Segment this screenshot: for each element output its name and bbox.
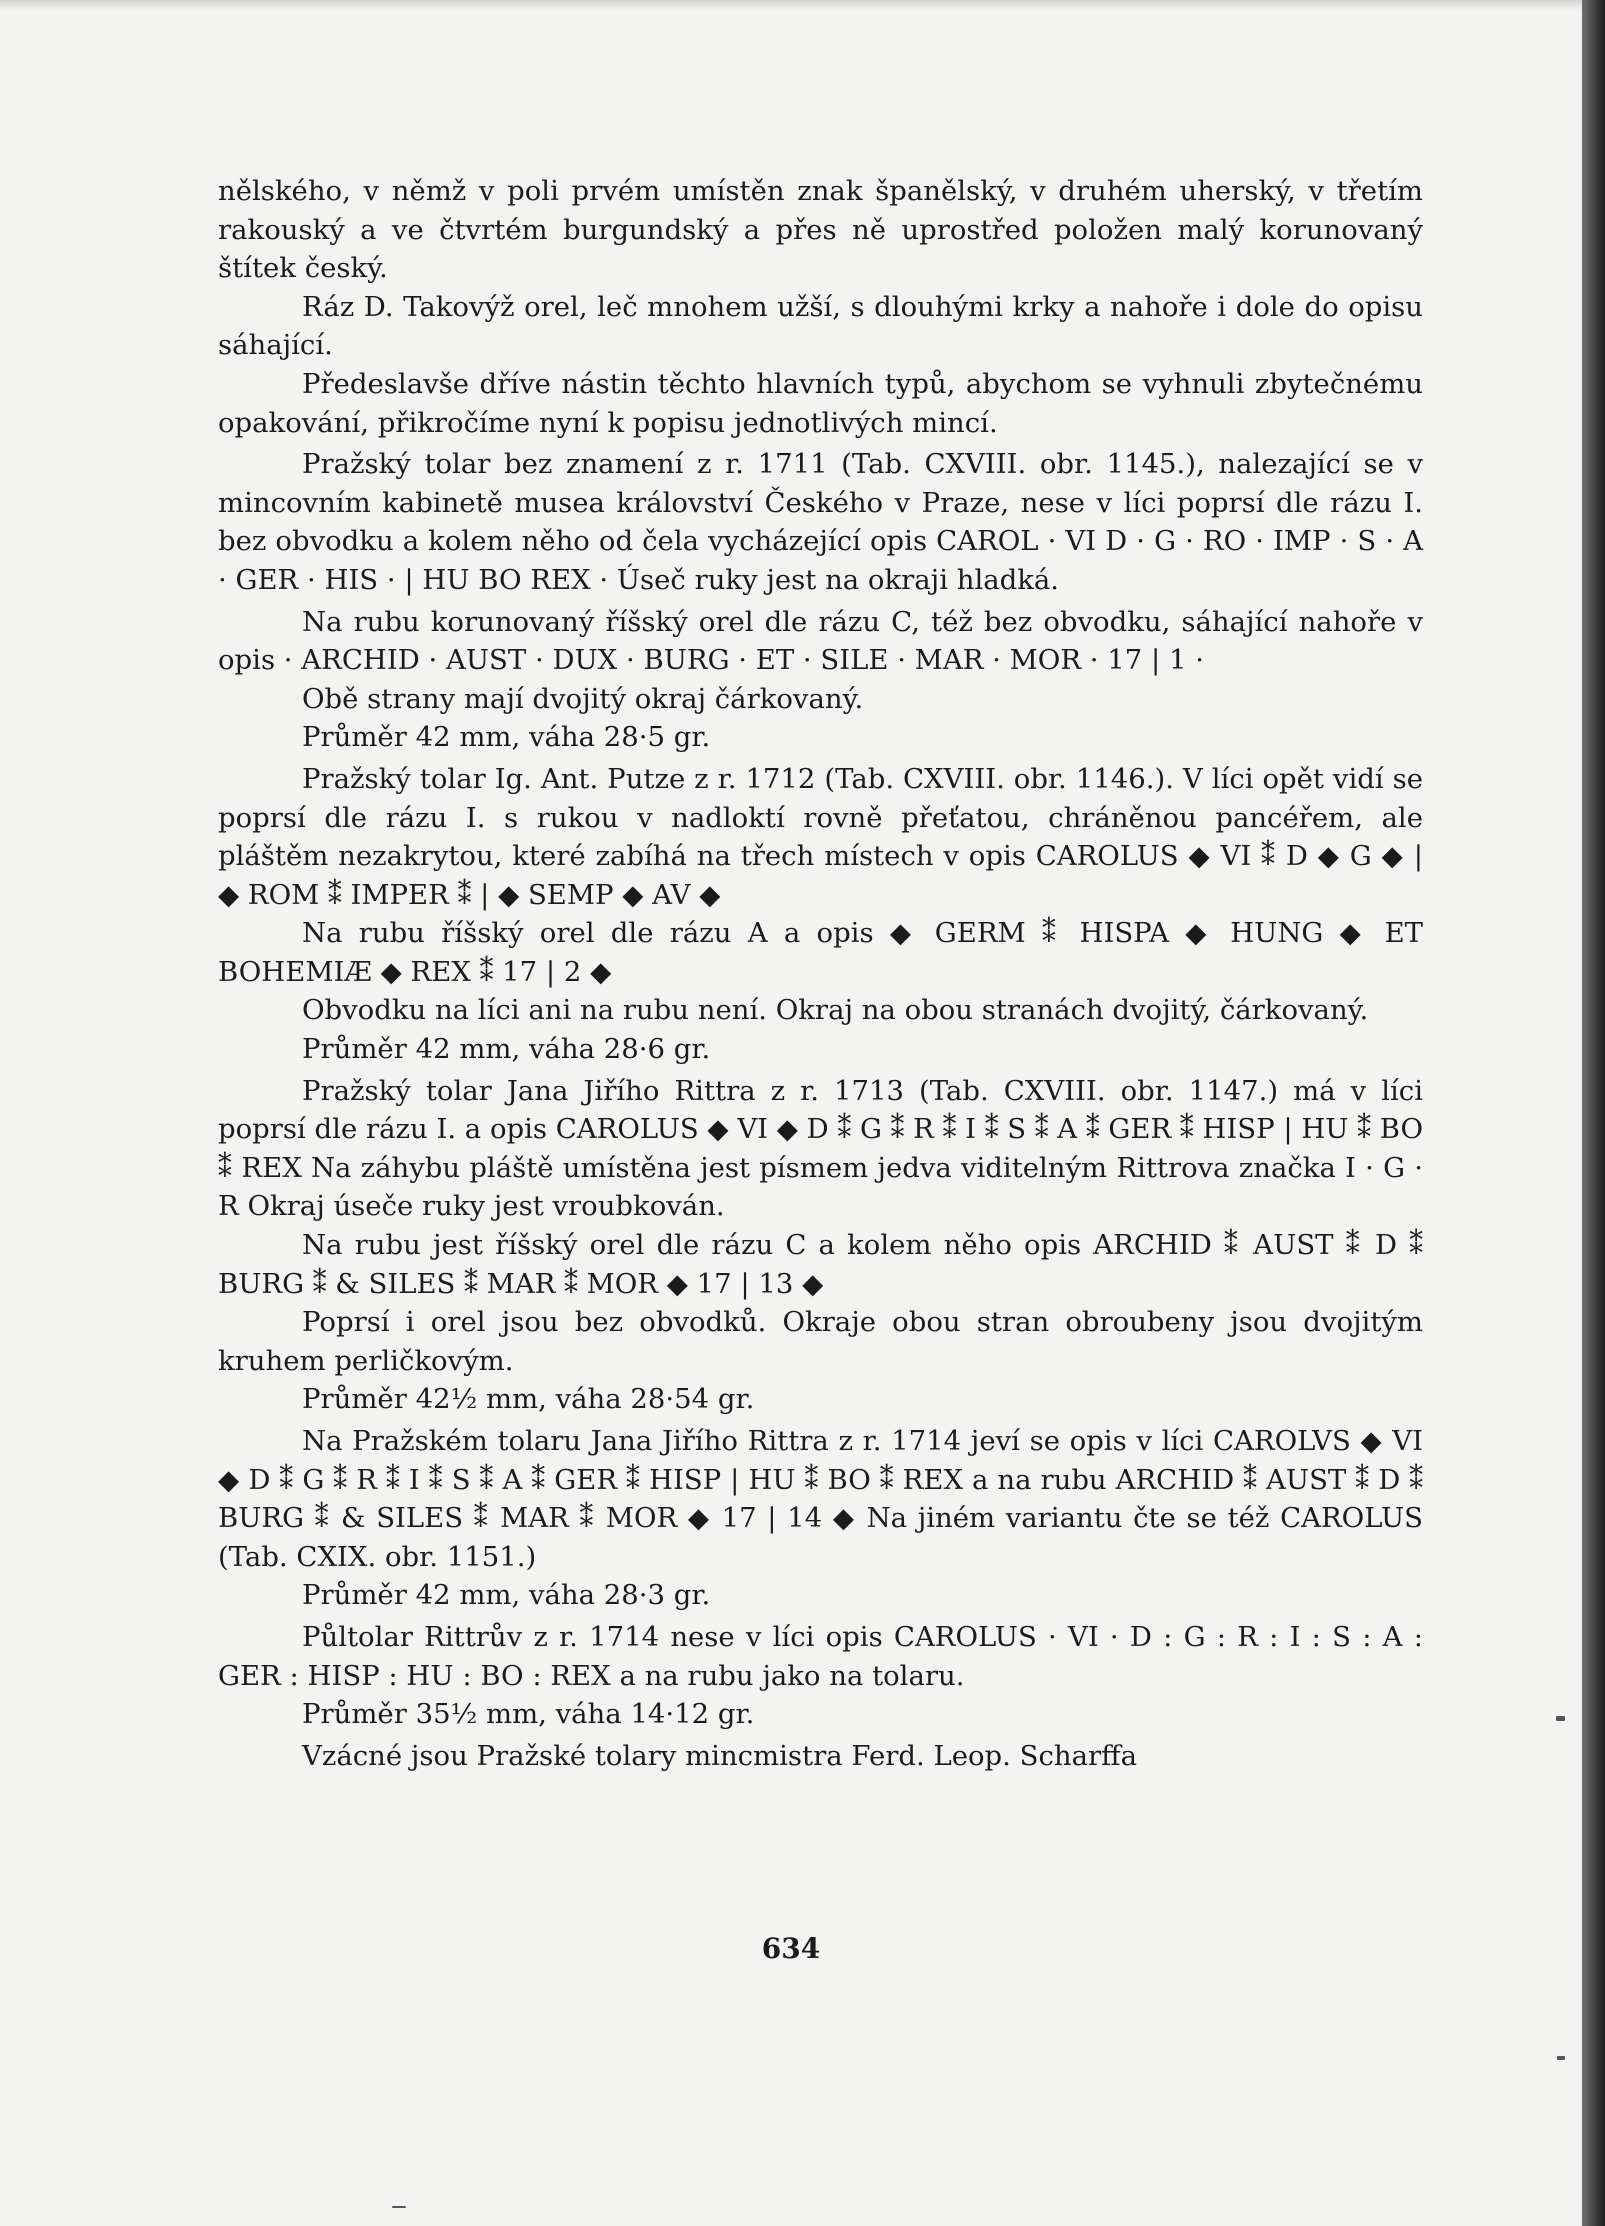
paragraph-11: Průměr 42 mm, váha 28·6 gr. bbox=[302, 1033, 711, 1066]
paragraph-9: Na rubu říšský orel dle rázu A a opis ◆ GERM ⁑ HISPA ◆ HUNG ◆ ET BOHEMIÆ ◆ REX ⁑ 17 | 2 ◆ bbox=[218, 917, 1423, 988]
paragraph-1: nělského, v němž v poli prvém umístěn znak španělský, v druhém uherský, v třetím rakouský a ve čtvrtém burgundský a přes ně uprostřed položen malý korunovaný štítek český. bbox=[218, 175, 1423, 285]
body-text bbox=[218, 172, 1423, 1775]
scan-speck bbox=[392, 2206, 406, 2208]
scan-speck bbox=[1557, 2056, 1565, 2060]
paragraph-14: Poprsí i orel jsou bez obvodků. Okraje obou stran obroubeny jsou dvojitým kruhem perličkovým. bbox=[218, 1306, 1423, 1377]
paragraph-18: Půltolar Rittrův z r. 1714 nese v líci opis CAROLUS · VI · D : G : R : I : S : A : GER : HISP : HU : BO : REX a na rubu jako na tolaru. bbox=[218, 1620, 1423, 1692]
scan-speck bbox=[1556, 1716, 1565, 1721]
paragraph-8: Pražský tolar Ig. Ant. Putze z r. 1712 (Tab. CXVIII. obr. 1146.). V líci opět vidí se poprsí dle rázu I. s rukou v nadloktí rovně přeťatou, chráněnou pancéřem, ale pláštěm nezakrytou, které zabíhá na třech místech v opis CAROLUS ◆ VI ⁑ D ◆ G ◆ | ◆ ROM ⁑ IMPER ⁑ | ◆ SEMP ◆ AV ◆ bbox=[218, 762, 1423, 911]
paragraph-3: Předeslavše dříve nástin těchto hlavních typů, abychom se vyhnuli zbytečnému opakování, přikročíme nyní k popisu jednotlivých mincí. bbox=[218, 367, 1423, 439]
paragraph-10: Obvodku na líci ani na rubu není. Okraj na obou stranách dvojitý, čárkovaný. bbox=[302, 994, 1369, 1027]
paragraph-7: Průměr 42 mm, váha 28·5 gr. bbox=[302, 721, 711, 754]
page-top-shadow bbox=[0, 0, 1582, 10]
paragraph-12: Pražský tolar Jana Jiřího Rittra z r. 1713 (Tab. CXVIII. obr. 1147.) má v líci poprsí dle rázu I. a opis CAROLUS ◆ VI ◆ D ⁑ G ⁑ R ⁑ I ⁑ S ⁑ A ⁑ GER ⁑ HISP | HU ⁑ BO ⁑ REX Na záhybu pláště umístěna jest písmem jedva viditelným Rittrova značka I · G · R Okraj úseče ruky jest vroubkován. bbox=[218, 1074, 1423, 1223]
paragraph-17: Průměr 42 mm, váha 28·3 gr. bbox=[302, 1579, 711, 1612]
page-number: 634 bbox=[761, 1932, 821, 1965]
paragraph-16: Na Pražském tolaru Jana Jiřího Rittra z r. 1714 jeví se opis v líci CAROLVS ◆ VI ◆ D ⁑ G ⁑ R ⁑ I ⁑ S ⁑ A ⁑ GER ⁑ HISP | HU ⁑ BO ⁑ REX a na rubu ARCHID ⁑ AUST ⁑ D ⁑ BURG ⁑ & SILES ⁑ MAR ⁑ MOR ◆ 17 | 14 ◆ Na jiném variantu čte se též CAROLUS (Tab. CXIX. obr. 1151.) bbox=[218, 1425, 1423, 1573]
paragraph-15: Průměr 42½ mm, váha 28·54 gr. bbox=[302, 1383, 755, 1416]
paragraph-13: Na rubu jest říšský orel dle rázu C a kolem něho opis ARCHID ⁑ AUST ⁑ D ⁑ BURG ⁑ & SILES ⁑ MAR ⁑ MOR ◆ 17 | 13 ◆ bbox=[218, 1229, 1423, 1300]
paragraph-4: Pražský tolar bez znamení z r. 1711 (Tab. CXVIII. obr. 1145.), nalezající se v mincovním kabinetě musea království Českého v Praze, nese v líci poprsí dle rázu I. bez obvodku a kolem něho od čela vycházející opis CAROL · VI D · G · RO · IMP · S · A · GER · HIS · | HU BO REX · Úseč ruky jest na okraji hladká. bbox=[218, 448, 1423, 596]
paragraph-6: Obě strany mají dvojitý okraj čárkovaný. bbox=[302, 682, 864, 715]
paragraph-5: Na rubu korunovaný říšský orel dle rázu C, též bez obvodku, sáhající nahoře v opis · ARCHID · AUST · DUX · BURG · ET · SILE · MAR · MOR · 17 | 1 · bbox=[218, 605, 1423, 677]
scan-edge-shadow bbox=[1582, 0, 1605, 2226]
paragraph-19: Průměr 35½ mm, váha 14·12 gr. bbox=[302, 1698, 755, 1731]
paragraph-2: Ráz D. Takovýž orel, leč mnohem užší, s dlouhými krky a nahoře i dole do opisu sáhající. bbox=[218, 290, 1423, 362]
paragraph-20: Vzácné jsou Pražské tolary mincmistra Ferd. Leop. Scharffa bbox=[302, 1739, 1138, 1772]
